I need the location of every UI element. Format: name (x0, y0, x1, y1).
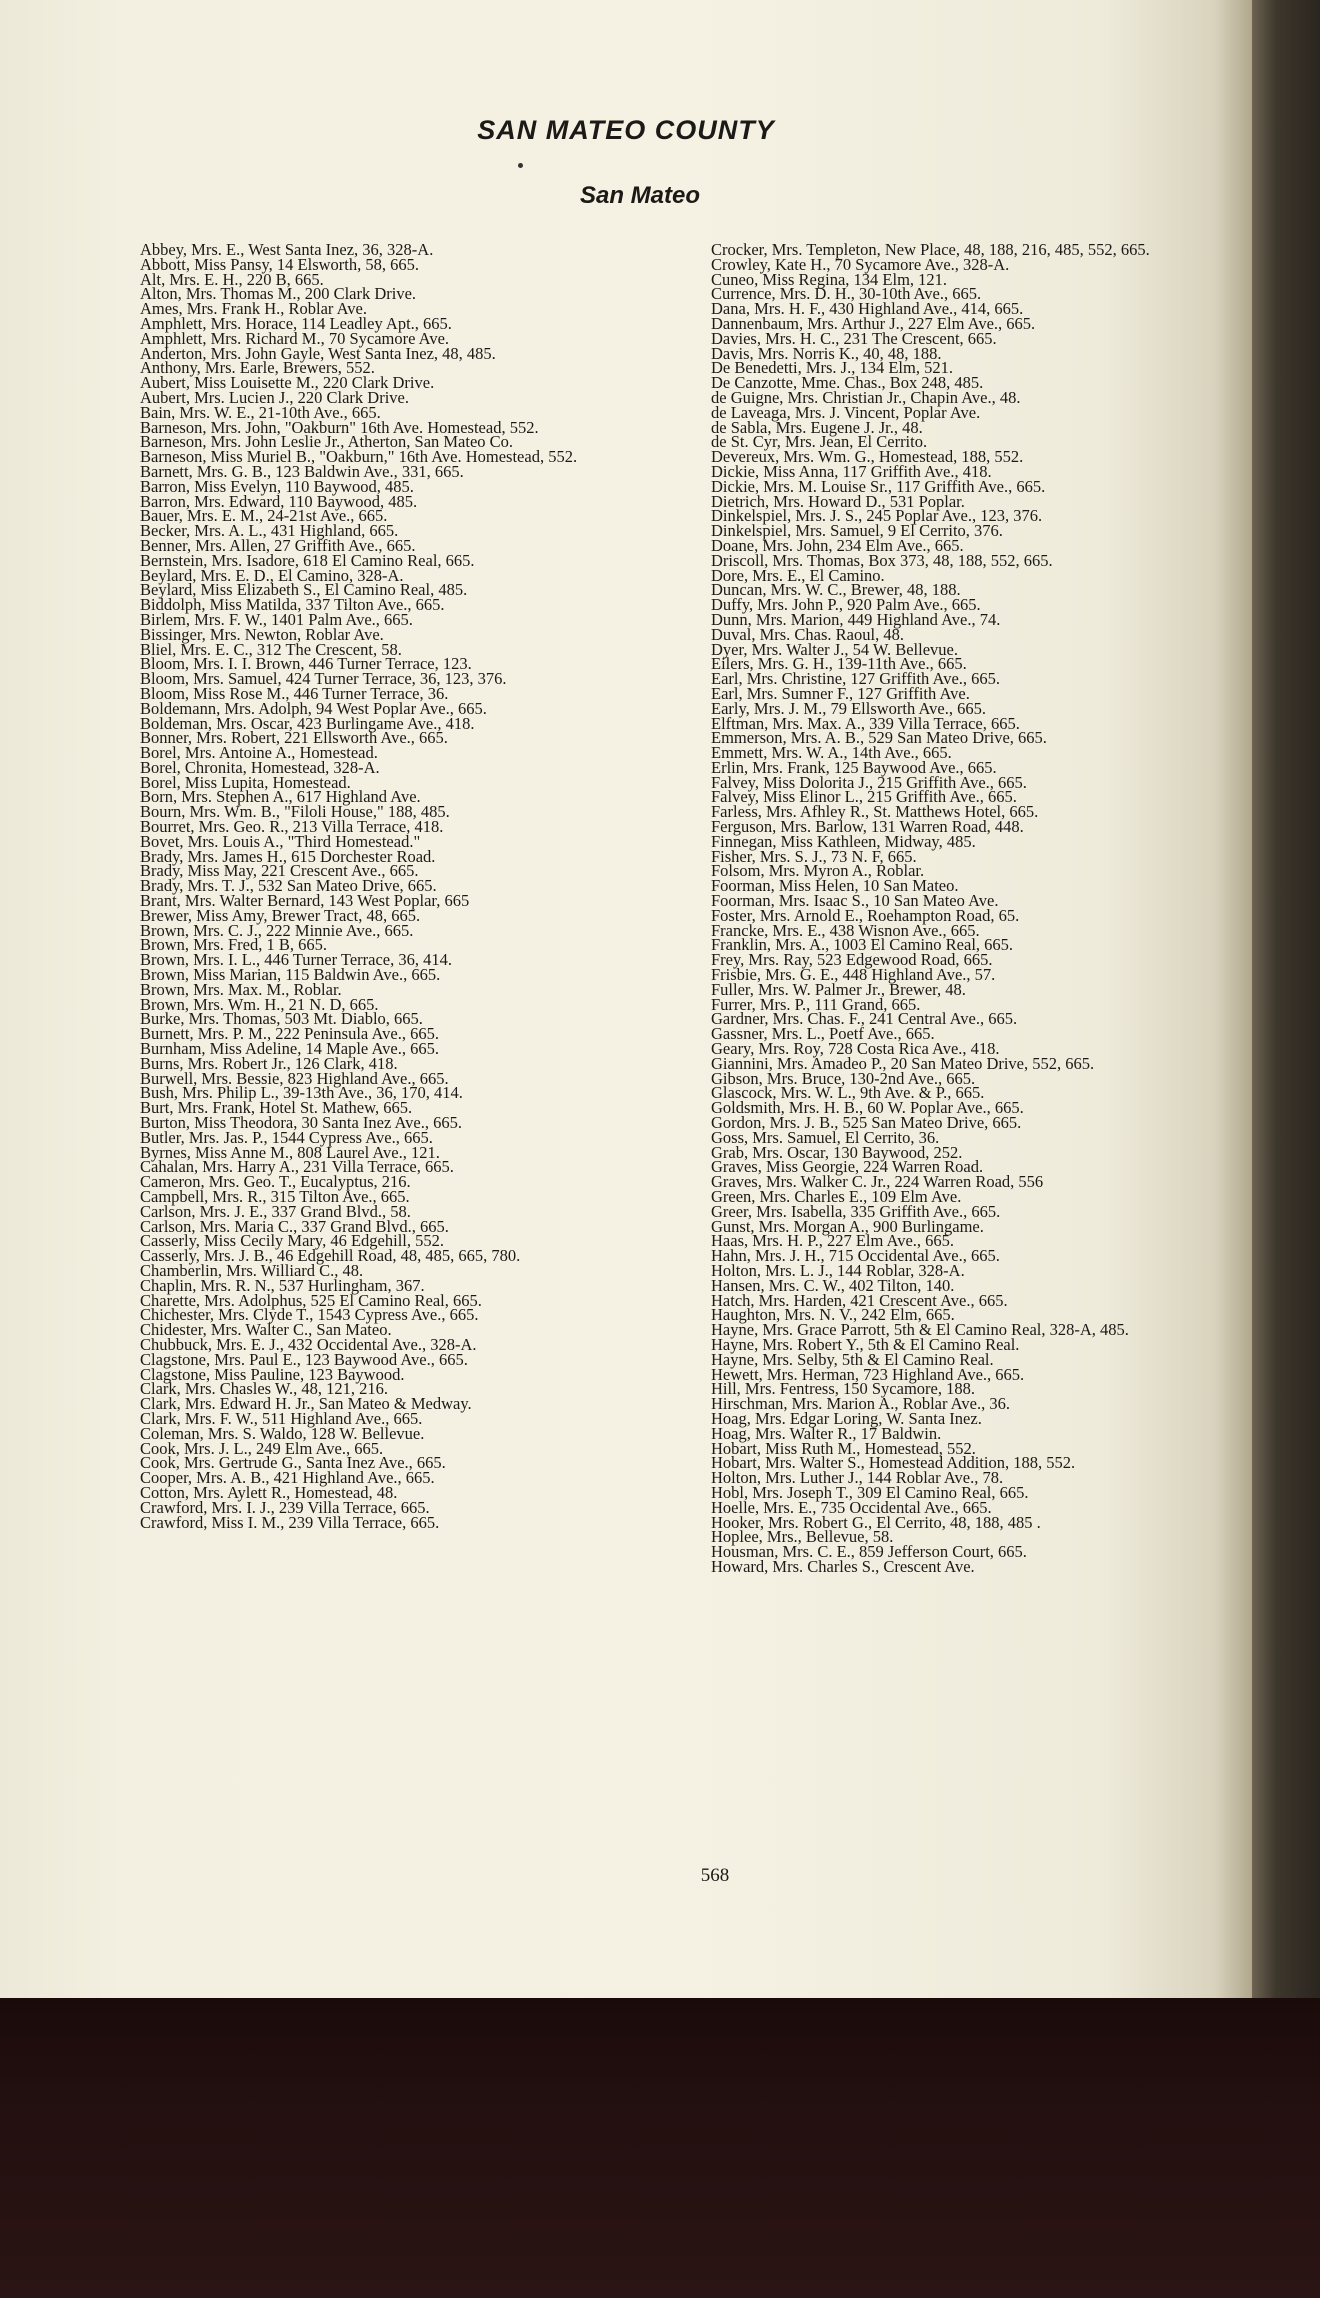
book-spine-shadow (1252, 0, 1320, 2000)
directory-entry: Brewer, Miss Amy, Brewer Tract, 48, 665. (140, 905, 421, 925)
directory-entry: de Sabla, Mrs. Eugene J. Jr., 48. (711, 417, 923, 437)
directory-entry: Emmerson, Mrs. A. B., 529 San Mateo Drive, 665. (711, 728, 1047, 748)
directory-entry: Hayne, Mrs. Selby, 5th & El Camino Real. (711, 1349, 994, 1369)
directory-entry: Carlson, Mrs. Maria C., 337 Grand Blvd., 665. (140, 1216, 449, 1236)
directory-entry: Borel, Chronita, Homestead, 328-A. (140, 757, 380, 777)
directory-entry: Butler, Mrs. Jas. P., 1544 Cypress Ave., 665. (140, 1127, 433, 1147)
directory-entry: Dickie, Miss Anna, 117 Griffith Ave., 418. (711, 461, 992, 481)
directory-entry: Barnett, Mrs. G. B., 123 Baldwin Ave., 331, 665. (140, 461, 464, 481)
directory-entry: Earl, Mrs. Sumner F., 127 Griffith Ave. (711, 683, 970, 703)
county-heading: SAN MATEO COUNTY (477, 115, 775, 145)
directory-entry: Bloom, Mrs. I. I. Brown, 446 Turner Terrace, 123. (140, 654, 472, 674)
directory-entry: Burns, Mrs. Robert Jr., 126 Clark, 418. (140, 1053, 398, 1073)
directory-entry: Burke, Mrs. Thomas, 503 Mt. Diablo, 665. (140, 1009, 423, 1029)
directory-entry: Finnegan, Miss Kathleen, Midway, 485. (711, 831, 976, 851)
directory-entry: Driscoll, Mrs. Thomas, Box 373, 48, 188, 552, 665. (711, 550, 1053, 570)
directory-entry: Clark, Mrs. Edward H. Jr., San Mateo & Medway. (140, 1394, 472, 1414)
directory-entry: Hobart, Mrs. Walter S., Homestead Addition, 188, 552. (711, 1453, 1076, 1473)
directory-entry: Haughton, Mrs. N. V., 242 Elm, 665. (711, 1305, 955, 1325)
directory-entry: Chaplin, Mrs. R. N., 537 Hurlingham, 367. (140, 1275, 425, 1295)
directory-entry: Hooker, Mrs. Robert G., El Cerrito, 48, 188, 485 . (711, 1512, 1041, 1532)
directory-entry: Davis, Mrs. Norris K., 40, 48, 188. (711, 343, 942, 363)
directory-entry: Brown, Mrs. I. L., 446 Turner Terrace, 36, 414. (140, 950, 453, 970)
directory-entry: De Benedetti, Mrs. J., 134 Elm, 521. (711, 358, 953, 378)
directory-entry: Gordon, Mrs. J. B., 525 San Mateo Drive, 665. (711, 1113, 1022, 1133)
directory-entry: de Guigne, Mrs. Christian Jr., Chapin Ave., 48. (711, 387, 1021, 407)
directory-entry: Gassner, Mrs. L., Poetf Ave., 665. (711, 1024, 935, 1044)
directory-entry: Brady, Miss May, 221 Crescent Ave., 665. (140, 861, 419, 881)
directory-entry: Holton, Mrs. L. J., 144 Roblar, 328-A. (711, 1260, 965, 1280)
directory-entry: Goldsmith, Mrs. H. B., 60 W. Poplar Ave., 665. (711, 1098, 1024, 1118)
directory-entry: Foorman, Miss Helen, 10 San Mateo. (711, 876, 959, 896)
directory-entry: Dore, Mrs. E., El Camino. (711, 565, 885, 585)
directory-entry: Frey, Mrs. Ray, 523 Edgewood Road, 665. (711, 950, 993, 970)
directory-entry: Dana, Mrs. H. F., 430 Highland Ave., 414, 665. (711, 299, 1024, 319)
directory-entry: Chidester, Mrs. Walter C., San Mateo. (140, 1320, 392, 1340)
directory-entry: Beylard, Miss Elizabeth S., El Camino Real, 485. (140, 580, 468, 600)
directory-entry: Haas, Mrs. H. P., 227 Elm Ave., 665. (711, 1231, 955, 1251)
directory-entry: Dannenbaum, Mrs. Arthur J., 227 Elm Ave., 665. (711, 313, 1036, 333)
directory-entry: Bissinger, Mrs. Newton, Roblar Ave. (140, 624, 384, 644)
directory-entry: Crocker, Mrs. Templeton, New Place, 48, 188, 216, 485, 552, 665. (711, 240, 1150, 259)
directory-entry: Clagstone, Miss Pauline, 123 Baywood. (140, 1364, 405, 1384)
directory-entry: Borel, Miss Lupita, Homestead. (140, 772, 351, 792)
directory-entry: Boldeman, Mrs. Oscar, 423 Burlingame Ave., 418. (140, 713, 475, 733)
directory-entry: Amphlett, Mrs. Richard M., 70 Sycamore Ave. (140, 328, 450, 348)
directory-entry: Hill, Mrs. Fentress, 150 Sycamore, 188. (711, 1379, 975, 1399)
directory-entry: de St. Cyr, Mrs. Jean, El Cerrito. (711, 432, 928, 452)
directory-entry: Foorman, Mrs. Isaac S., 10 San Mateo Ave. (711, 891, 999, 911)
directory-entry: Davies, Mrs. H. C., 231 The Crescent, 665. (711, 328, 997, 348)
directory-entry: Hoplee, Mrs., Bellevue, 58. (711, 1527, 894, 1547)
directory-entry: Duncan, Mrs. W. C., Brewer, 48, 188. (711, 580, 961, 600)
directory-entry: Graves, Miss Georgie, 224 Warren Road. (711, 1157, 984, 1177)
directory-entry: Ferguson, Mrs. Barlow, 131 Warren Road, 448. (711, 817, 1024, 837)
directory-entry: Duffy, Mrs. John P., 920 Palm Ave., 665. (711, 595, 981, 615)
directory-entry: Bush, Mrs. Philip L., 39-13th Ave., 36, 170, 414. (140, 1083, 463, 1103)
directory-entry: Boldemann, Mrs. Adolph, 94 West Poplar Ave., 665. (140, 698, 487, 718)
directory-entry: Anderton, Mrs. John Gayle, West Santa Inez, 48, 485. (140, 343, 496, 363)
directory-entry: Erlin, Mrs. Frank, 125 Baywood Ave., 665. (711, 757, 997, 777)
directory-entry: Graves, Mrs. Walker C. Jr., 224 Warren Road, 556 (711, 1172, 1044, 1192)
directory-entry: Brady, Mrs. James H., 615 Dorchester Road. (140, 846, 436, 866)
right-column (711, 240, 1246, 1576)
directory-entry: Hayne, Mrs. Grace Parrott, 5th & El Camino Real, 328-A, 485. (711, 1320, 1129, 1340)
directory-entry: Geary, Mrs. Roy, 728 Costa Rica Ave., 418. (711, 1039, 1000, 1059)
directory-entry: Eilers, Mrs. G. H., 139-11th Ave., 665. (711, 654, 967, 674)
directory-entry: Aubert, Mrs. Lucien J., 220 Clark Drive. (140, 387, 409, 407)
directory-entry: Byrnes, Miss Anne M., 808 Laurel Ave., 121. (140, 1142, 440, 1162)
directory-entry: Barneson, Mrs. John Leslie Jr., Atherton, San Mateo Co. (140, 432, 514, 452)
directory-entry: Hatch, Mrs. Harden, 421 Crescent Ave., 665. (711, 1290, 1008, 1310)
directory-entry: Brown, Mrs. Fred, 1 B, 665. (140, 935, 328, 955)
directory-entry: Casserly, Miss Cecily Mary, 46 Edgehill, 552. (140, 1231, 444, 1251)
left-column (140, 240, 675, 1532)
directory-entry: Benner, Mrs. Allen, 27 Griffith Ave., 665. (140, 535, 416, 555)
city-heading: San Mateo (579, 182, 701, 209)
directory-entry: Carlson, Mrs. J. E., 337 Grand Blvd., 58. (140, 1201, 411, 1221)
directory-entry: Cooper, Mrs. A. B., 421 Highland Ave., 665. (140, 1468, 435, 1488)
directory-entry: Furrer, Mrs. P., 111 Grand, 665. (711, 994, 921, 1014)
directory-entry: Bliel, Mrs. E. C., 312 The Crescent, 58. (140, 639, 402, 659)
directory-entry: Green, Mrs. Charles E., 109 Elm Ave. (711, 1187, 962, 1206)
directory-entry: Burnett, Mrs. P. M., 222 Peninsula Ave., 665. (140, 1024, 439, 1044)
directory-entry: Barneson, Miss Muriel B., "Oakburn," 16th Ave. Homestead, 552. (140, 447, 578, 467)
page-number: 568 (700, 1865, 730, 1886)
directory-entry: Devereux, Mrs. Wm. G., Homestead, 188, 552. (711, 447, 1024, 467)
directory-entry: Cook, Mrs. J. L., 249 Elm Ave., 665. (140, 1438, 384, 1458)
directory-entry: Francke, Mrs. E., 438 Wisnon Ave., 665. (711, 920, 980, 940)
directory-entry: Brown, Mrs. Max. M., Roblar. (140, 979, 342, 999)
directory-entry: Dunn, Mrs. Marion, 449 Highland Ave., 74. (711, 609, 1001, 629)
directory-entry: Grab, Mrs. Oscar, 130 Baywood, 252. (711, 1142, 963, 1162)
directory-entry: Dyer, Mrs. Walter J., 54 W. Bellevue. (711, 639, 959, 659)
directory-entry: Charette, Mrs. Adolphus, 525 El Camino Real, 665. (140, 1290, 482, 1310)
directory-entry: Bourn, Mrs. Wm. B., "Filoli House," 188, 485. (140, 802, 450, 822)
directory-entry: Cahalan, Mrs. Harry A., 231 Villa Terrace, 665. (140, 1157, 454, 1177)
directory-entry: Burt, Mrs. Frank, Hotel St. Mathew, 665. (140, 1098, 413, 1118)
directory-entry: Bloom, Miss Rose M., 446 Turner Terrace, 36. (140, 683, 449, 703)
directory-entry: Amphlett, Mrs. Horace, 114 Leadley Apt., 665. (140, 313, 452, 333)
directory-entry: Hewett, Mrs. Herman, 723 Highland Ave., 665. (711, 1364, 1025, 1384)
directory-entry: Elftman, Mrs. Max. A., 339 Villa Terrace, 665. (711, 713, 1020, 733)
directory-entry: Greer, Mrs. Isabella, 335 Griffith Ave., 665. (711, 1201, 1001, 1221)
directory-entry: Cuneo, Miss Regina, 134 Elm, 121. (711, 269, 948, 289)
directory-entry: Coleman, Mrs. S. Waldo, 128 W. Bellevue. (140, 1423, 425, 1443)
directory-entry: Bourret, Mrs. Geo. R., 213 Villa Terrace, 418. (140, 817, 444, 837)
directory-entry: Birlem, Mrs. F. W., 1401 Palm Ave., 665. (140, 609, 413, 629)
directory-entry: Giannini, Mrs. Amadeo P., 20 San Mateo Drive, 552, 665. (711, 1053, 1095, 1073)
directory-entry: Becker, Mrs. A. L., 431 Highland, 665. (140, 521, 399, 541)
directory-entry: Bernstein, Mrs. Isadore, 618 El Camino Real, 665. (140, 550, 475, 570)
directory-entry: Borel, Mrs. Antoine A., Homestead. (140, 743, 378, 763)
directory-entry: Chichester, Mrs. Clyde T., 1543 Cypress Ave., 665. (140, 1305, 479, 1325)
directory-entry: Crawford, Miss I. M., 239 Villa Terrace, 665. (140, 1512, 440, 1532)
directory-entry: Barron, Mrs. Edward, 110 Baywood, 485. (140, 491, 418, 511)
directory-entry: Burnham, Miss Adeline, 14 Maple Ave., 665. (140, 1039, 439, 1059)
directory-entry: Brady, Mrs. T. J., 532 San Mateo Drive, 665. (140, 876, 437, 896)
directory-entry: Gardner, Mrs. Chas. F., 241 Central Ave., 665. (711, 1009, 1018, 1029)
directory-entry: Biddolph, Miss Matilda, 337 Tilton Ave., 665. (140, 595, 445, 615)
directory-entry: Foster, Mrs. Arnold E., Roehampton Road, 65. (711, 905, 1020, 925)
directory-entry: Hoag, Mrs. Walter R., 17 Baldwin. (711, 1423, 942, 1443)
directory-entry: Clark, Mrs. Chasles W., 48, 121, 216. (140, 1379, 388, 1399)
directory-entry: Duval, Mrs. Chas. Raoul, 48. (711, 624, 904, 644)
directory-entry: Gibson, Mrs. Bruce, 130-2nd Ave., 665. (711, 1068, 976, 1088)
directory-entry: Anthony, Mrs. Earle, Brewers, 552. (140, 358, 375, 378)
directory-entry: Barneson, Mrs. John, "Oakburn" 16th Ave. Homestead, 552. (140, 417, 539, 437)
directory-entry: Abbott, Miss Pansy, 14 Elsworth, 58, 665. (140, 254, 419, 274)
directory-entry: Cook, Mrs. Gertrude G., Santa Inez Ave., 665. (140, 1453, 446, 1473)
directory-entry: Housman, Mrs. C. E., 859 Jefferson Court, 665. (711, 1542, 1027, 1562)
directory-entry: Fuller, Mrs. W. Palmer Jr., Brewer, 48. (711, 979, 966, 999)
directory-entry: Brant, Mrs. Walter Bernard, 143 West Poplar, 665 (140, 891, 470, 911)
background-band (0, 1998, 1320, 2298)
directory-entry: Early, Mrs. J. M., 79 Ellsworth Ave., 665. (711, 698, 986, 718)
directory-entry: Crowley, Kate H., 70 Sycamore Ave., 328-A. (711, 254, 1010, 274)
ornament-dot (518, 163, 523, 168)
directory-entry: Hobl, Mrs. Joseph T., 309 El Camino Real, 665. (711, 1482, 1029, 1502)
directory-entry: Gunst, Mrs. Morgan A., 900 Burlingame. (711, 1216, 984, 1236)
directory-entry: Currence, Mrs. D. H., 30-10th Ave., 665. (711, 284, 982, 304)
directory-entry: Folsom, Mrs. Myron A., Roblar. (711, 861, 925, 881)
directory-entry: Bloom, Mrs. Samuel, 424 Turner Terrace, 36, 123, 376. (140, 669, 507, 689)
directory-entry: Dietrich, Mrs. Howard D., 531 Poplar. (711, 491, 965, 511)
directory-entry: Holton, Mrs. Luther J., 144 Roblar Ave., 78. (711, 1468, 1004, 1488)
directory-entry: Emmett, Mrs. W. A., 14th Ave., 665. (711, 743, 952, 763)
directory-entry: Bonner, Mrs. Robert, 221 Ellsworth Ave., 665. (140, 728, 448, 748)
directory-entry: Brown, Mrs. C. J., 222 Minnie Ave., 665. (140, 920, 414, 940)
directory-entry: Aubert, Miss Louisette M., 220 Clark Drive. (140, 373, 435, 393)
directory-entry: Alt, Mrs. E. H., 220 B, 665. (140, 269, 324, 289)
directory-entry: Ames, Mrs. Frank H., Roblar Ave. (140, 299, 368, 319)
directory-entry: Brown, Mrs. Wm. H., 21 N. D, 665. (140, 994, 379, 1014)
directory-entry: Bauer, Mrs. E. M., 24-21st Ave., 665. (140, 506, 388, 526)
directory-entry: Casserly, Mrs. J. B., 46 Edgehill Road, 48, 485, 665, 780. (140, 1246, 521, 1266)
directory-entry: Alton, Mrs. Thomas M., 200 Clark Drive. (140, 284, 417, 304)
directory-entry: Crawford, Mrs. I. J., 239 Villa Terrace, 665. (140, 1497, 430, 1517)
directory-entry: Hobart, Miss Ruth M., Homestead, 552. (711, 1438, 976, 1458)
directory-entry: Brown, Miss Marian, 115 Baldwin Ave., 665. (140, 965, 441, 985)
directory-entry: Chubbuck, Mrs. E. J., 432 Occidental Ave., 328-A. (140, 1334, 477, 1354)
directory-entry: Bovet, Mrs. Louis A., "Third Homestead." (140, 831, 421, 851)
directory-entry: Farless, Mrs. Afhley R., St. Matthews Hotel, 665. (711, 802, 1039, 822)
directory-entry: Earl, Mrs. Christine, 127 Griffith Ave., 665. (711, 669, 1001, 689)
directory-entry: Hansen, Mrs. C. W., 402 Tilton, 140. (711, 1275, 955, 1295)
directory-entry: Howard, Mrs. Charles S., Crescent Ave. (711, 1556, 975, 1576)
directory-entry: Abbey, Mrs. E., West Santa Inez, 36, 328-A. (140, 240, 434, 259)
directory-entry: Bain, Mrs. W. E., 21-10th Ave., 665. (140, 402, 381, 422)
directory-entry: Chamberlin, Mrs. Williard C., 48. (140, 1260, 364, 1280)
directory-entry: Fisher, Mrs. S. J., 73 N. F, 665. (711, 846, 917, 866)
directory-entry: Cotton, Mrs. Aylett R., Homestead, 48. (140, 1482, 398, 1502)
directory-entry: Burwell, Mrs. Bessie, 823 Highland Ave., 665. (140, 1068, 449, 1088)
directory-entry: Campbell, Mrs. R., 315 Tilton Ave., 665. (140, 1187, 410, 1206)
directory-entry: Falvey, Miss Elinor L., 215 Griffith Ave., 665. (711, 787, 1017, 807)
directory-entry: Hayne, Mrs. Robert Y., 5th & El Camino Real. (711, 1334, 1020, 1354)
directory-entry: Dickie, Mrs. M. Louise Sr., 117 Griffith Ave., 665. (711, 476, 1046, 496)
directory-entry: Beylard, Mrs. E. D., El Camino, 328-A. (140, 565, 404, 585)
directory-entry: Falvey, Miss Dolorita J., 215 Griffith Ave., 665. (711, 772, 1027, 792)
directory-entry: Doane, Mrs. John, 234 Elm Ave., 665. (711, 535, 964, 555)
directory-entry: Goss, Mrs. Samuel, El Cerrito, 36. (711, 1127, 940, 1147)
directory-entry: Hoag, Mrs. Edgar Loring, W. Santa Inez. (711, 1408, 982, 1428)
directory-entry: Clagstone, Mrs. Paul E., 123 Baywood Ave., 665. (140, 1349, 468, 1369)
directory-entry: de Laveaga, Mrs. J. Vincent, Poplar Ave. (711, 402, 981, 422)
directory-entry: Glascock, Mrs. W. L., 9th Ave. & P., 665. (711, 1083, 985, 1103)
directory-entry: Hirschman, Mrs. Marion A., Roblar Ave., 36. (711, 1394, 1010, 1414)
directory-entry: Dinkelspiel, Mrs. Samuel, 9 El Cerrito, 376. (711, 521, 1003, 541)
directory-entry: Dinkelspiel, Mrs. J. S., 245 Poplar Ave., 123, 376. (711, 506, 1043, 526)
directory-entry: Franklin, Mrs. A., 1003 El Camino Real, 665. (711, 935, 1014, 955)
directory-entry: Barron, Miss Evelyn, 110 Baywood, 485. (140, 476, 414, 496)
directory-entry: Cameron, Mrs. Geo. T., Eucalyptus, 216. (140, 1172, 411, 1192)
directory-entry: Clark, Mrs. F. W., 511 Highland Ave., 665. (140, 1408, 423, 1428)
directory-entry: Frisbie, Mrs. G. E., 448 Highland Ave., 57. (711, 965, 996, 985)
directory-entry: Hahn, Mrs. J. H., 715 Occidental Ave., 665. (711, 1246, 1000, 1266)
directory-entry: Hoelle, Mrs. E., 735 Occidental Ave., 665. (711, 1497, 992, 1517)
directory-entry: Burton, Miss Theodora, 30 Santa Inez Ave., 665. (140, 1113, 463, 1133)
directory-entry: Born, Mrs. Stephen A., 617 Highland Ave. (140, 787, 421, 807)
directory-entry: De Canzotte, Mme. Chas., Box 248, 485. (711, 373, 984, 393)
